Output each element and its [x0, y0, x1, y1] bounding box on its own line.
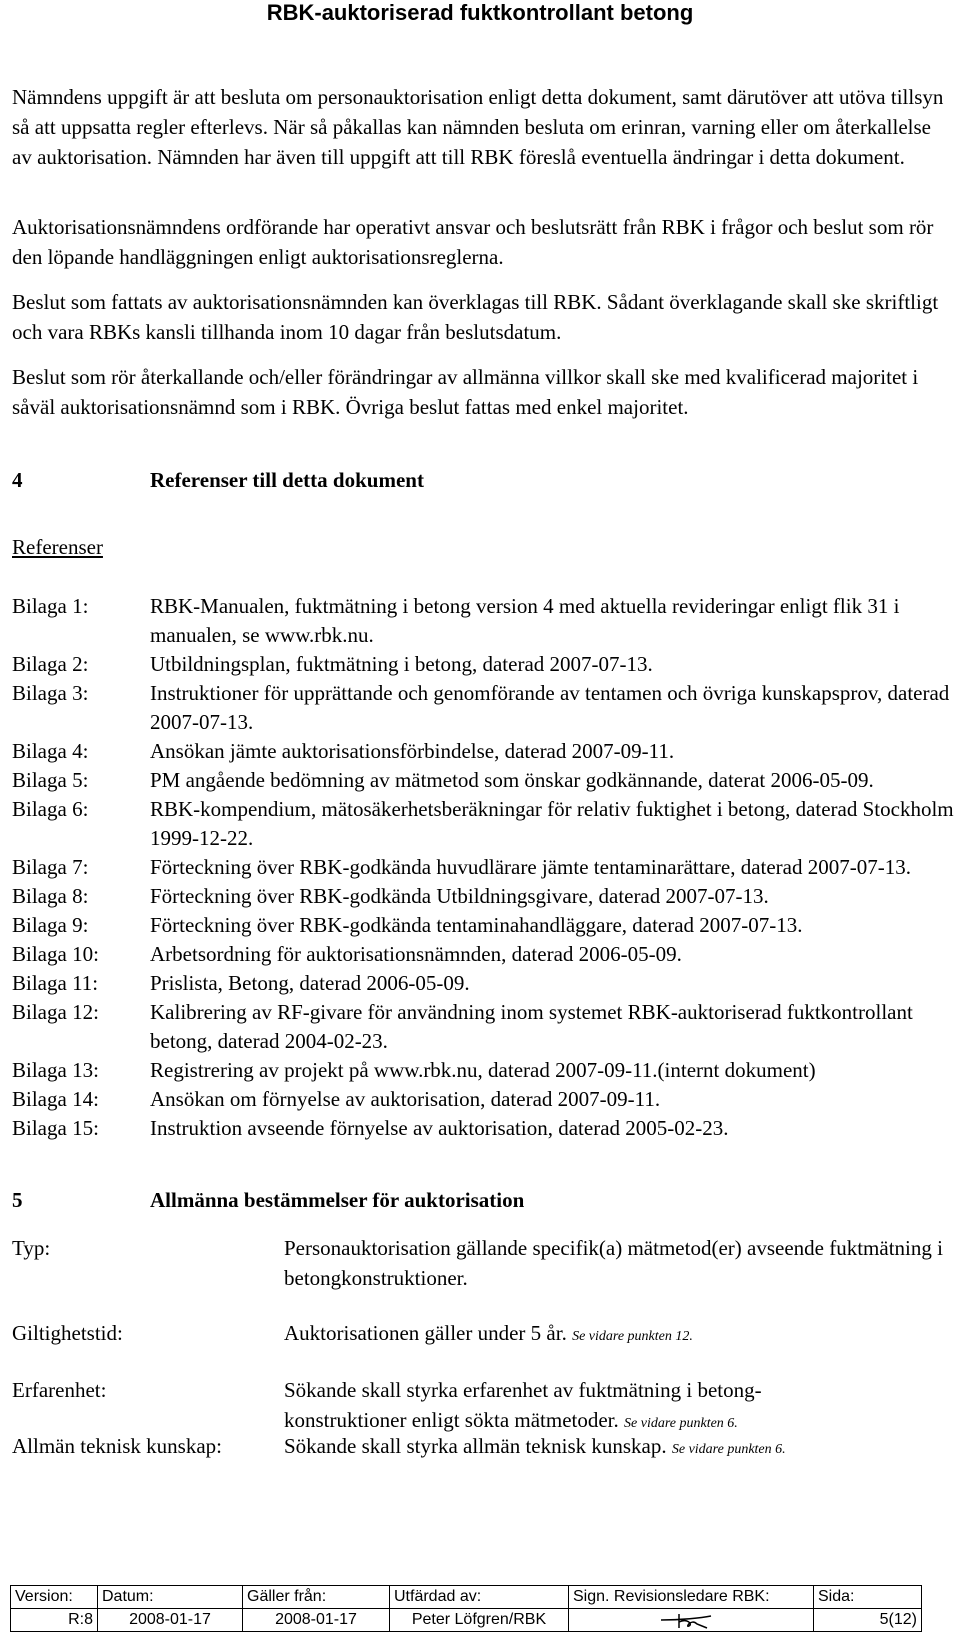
footer-header-sign: Sign. Revisionsledare RBK:: [569, 1586, 814, 1609]
reference-item: [12, 1114, 960, 1143]
reference-item: [12, 969, 960, 998]
page-header: RBK-auktoriserad fuktkontrollant betong: [266, 0, 694, 25]
footer-header-sida: Sida:: [814, 1586, 922, 1609]
reference-item: [12, 1056, 960, 1085]
reference-text: Kalibrering av RF-givare för användning inom systemet RBK-auktoriserad fuktkontrollant betong, daterad 2004-02-23.: [150, 1000, 913, 1053]
footer-utfardad: Peter Löfgren/RBK: [390, 1609, 569, 1632]
reference-item: [12, 737, 960, 766]
reference-label: Bilaga 7:: [12, 855, 89, 879]
definition-note: Se vidare punkten 12.: [572, 1329, 693, 1344]
reference-text: Instruktion avseende förnyelse av auktorisation, daterad 2005-02-23.: [150, 1116, 729, 1140]
footer-header-galler: Gäller från:: [243, 1586, 390, 1609]
definition-label: Erfarenhet:: [12, 1378, 107, 1402]
reference-item: [12, 853, 960, 882]
reference-label: Bilaga 12:: [12, 1000, 99, 1024]
footer-sida: 5(12): [814, 1609, 922, 1632]
section-number: 5: [12, 1188, 23, 1212]
definition-label: Allmän teknisk kunskap:: [12, 1434, 222, 1458]
reference-text: RBK-kompendium, mätosäkerhetsberäkningar för relativ fuktighet i betong, daterad Stockholm 1999-12-22.: [150, 797, 954, 850]
definition-label: Typ:: [12, 1236, 51, 1260]
paragraph-ordforande: Auktorisationsnämndens ordförande har operativt ansvar och beslutsrätt från RBK i frågor och beslut som rör den löpande handläggningen enligt auktorisationsreglerna.: [12, 215, 934, 269]
reference-text: Ansökan om förnyelse av auktorisation, daterad 2007-09-11.: [150, 1087, 661, 1111]
reference-text: Förteckning över RBK-godkända Utbildningsgivare, daterad 2007-07-13.: [150, 884, 769, 908]
reference-label: Bilaga 3:: [12, 681, 89, 705]
footer-datum: 2008-01-17: [98, 1609, 243, 1632]
reference-label: Bilaga 11:: [12, 971, 99, 995]
reference-text: Förteckning över RBK-godkända tentaminahandläggare, daterad 2007-07-13.: [150, 913, 803, 937]
references-list: [12, 592, 960, 1143]
reference-label: Bilaga 9:: [12, 913, 89, 937]
footer-value-row: [11, 1609, 922, 1632]
footer-galler: 2008-01-17: [243, 1609, 390, 1632]
reference-item: [12, 998, 960, 1056]
reference-item: [12, 766, 960, 795]
reference-label: Bilaga 10:: [12, 942, 99, 966]
paragraph-majoritet: Beslut som rör återkallande och/eller förändringar av allmänna villkor skall ske med kvalificerad majoritet i såväl auktorisationsnämnd som i RBK. Övriga beslut fattas med enkel majoritet.: [12, 365, 919, 419]
footer-header-row: [11, 1586, 922, 1609]
document-footer-table: [10, 1585, 922, 1632]
reference-item: [12, 650, 960, 679]
references-subheading: Referenser: [12, 535, 103, 559]
reference-label: Bilaga 5:: [12, 768, 89, 792]
reference-label: Bilaga 6:: [12, 797, 89, 821]
reference-label: Bilaga 13:: [12, 1058, 99, 1082]
definition-text: Sökande skall styrka allmän teknisk kunskap.: [284, 1434, 667, 1458]
definition-giltighetstid: [12, 1318, 952, 1352]
reference-label: Bilaga 14:: [12, 1087, 99, 1111]
reference-text: RBK-Manualen, fuktmätning i betong version 4 med aktuella revideringar enligt flik 31 i manualen, se www.rbk.nu.: [150, 594, 900, 647]
footer-header-version: Version:: [11, 1586, 98, 1609]
definition-text: Sökande skall styrka erfarenhet av fuktmätning i betong-konstruktioner enligt sökta mätmetoder.: [284, 1378, 762, 1432]
reference-text: Förteckning över RBK-godkända huvudlärare jämte tentaminarättare, daterad 2007-07-13.: [150, 855, 911, 879]
reference-text: Utbildningsplan, fuktmätning i betong, daterad 2007-07-13.: [150, 652, 653, 676]
definition-note: Se vidare punkten 6.: [671, 1442, 786, 1457]
footer-header-datum: Datum:: [98, 1586, 243, 1609]
definition-erfarenhet: [12, 1375, 952, 1439]
reference-text: PM angående bedömning av mätmetod som önskar godkännande, daterat 2006-05-09.: [150, 768, 874, 792]
section-number: 4: [12, 468, 23, 492]
definition-teknisk-kunskap: [12, 1431, 952, 1461]
reference-item: [12, 679, 960, 737]
reference-item: [12, 1085, 960, 1114]
definition-label: Giltighetstid:: [12, 1321, 123, 1345]
definition-text: Auktorisationen gäller under 5 år.: [284, 1321, 567, 1345]
reference-item: [12, 882, 960, 911]
reference-text: Registrering av projekt på www.rbk.nu, daterad 2007-09-11.(internt dokument): [150, 1058, 816, 1082]
definition-note: Se vidare punkten 6.: [624, 1416, 738, 1431]
reference-text: Ansökan jämte auktorisationsförbindelse, daterad 2007-09-11.: [150, 739, 675, 763]
section-title: Allmänna bestämmelser för auktorisation: [150, 1188, 525, 1212]
paragraph-namnd-uppgift: Nämndens uppgift är att besluta om personauktorisation enligt detta dokument, samt därutöver att utöva tillsyn så att uppsatta regler efterlevs. När så påkallas kan nämnden besluta om erinran, varning eller om återkallelse av auktorisation. Nämnden har även till uppgift att till RBK föreslå eventuella ändringar i detta dokument.: [12, 85, 944, 169]
reference-text: Instruktioner för upprättande och genomförande av tentamen och övriga kunskapsprov, daterad 2007-07-13.: [150, 681, 950, 734]
reference-item: [12, 795, 960, 853]
reference-item: [12, 592, 960, 650]
reference-text: Arbetsordning för auktorisationsnämnden, daterad 2006-05-09.: [150, 942, 682, 966]
reference-item: [12, 911, 960, 940]
reference-label: Bilaga 2:: [12, 652, 89, 676]
reference-label: Bilaga 1:: [12, 594, 89, 618]
signature-icon: [631, 1610, 751, 1630]
reference-label: Bilaga 8:: [12, 884, 89, 908]
reference-item: [12, 940, 960, 969]
definition-text: Personauktorisation gällande specifik(a) mätmetod(er) avseende fuktmätning i betongkonstruktioner.: [284, 1236, 943, 1290]
reference-label: Bilaga 15:: [12, 1116, 99, 1140]
footer-version: R:8: [11, 1609, 98, 1632]
paragraph-overklagande: Beslut som fattats av auktorisationsnämnden kan överklagas till RBK. Sådant överklagande skall ske skriftligt och vara RBKs kansli tillhanda inom 10 dagar från beslutsdatum.: [12, 290, 939, 344]
section-title: Referenser till detta dokument: [150, 468, 424, 492]
footer-signature: [569, 1609, 814, 1632]
reference-label: Bilaga 4:: [12, 739, 89, 763]
reference-text: Prislista, Betong, daterad 2006-05-09.: [150, 971, 470, 995]
footer-header-utfardad: Utfärdad av:: [390, 1586, 569, 1609]
definition-typ: [12, 1233, 952, 1293]
